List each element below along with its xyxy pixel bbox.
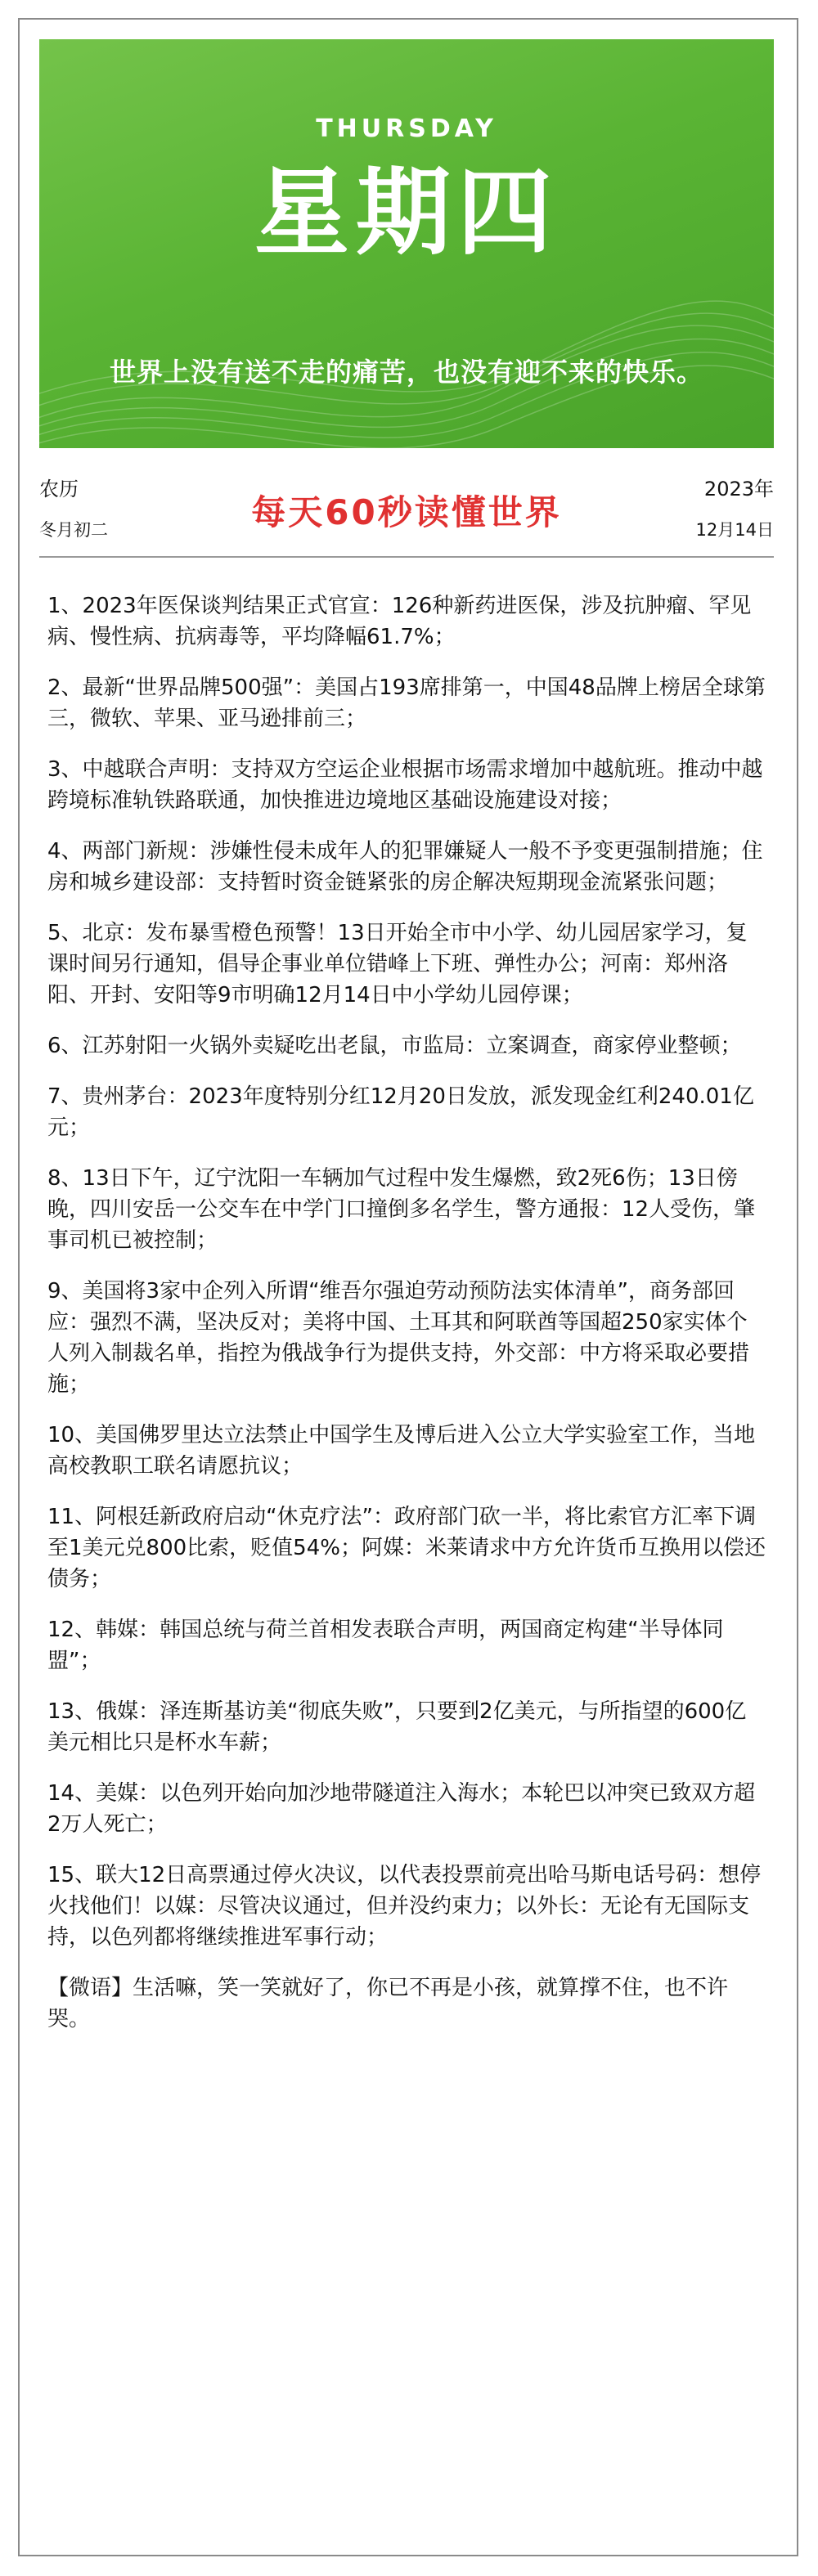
news-item: 3、中越联合声明：支持双方空运企业根据市场需求增加中越航班。推动中越跨境标准轨铁路联通，加快推进边境地区基础设施建设对接；	[47, 757, 763, 813]
news-item: 12、韩媒：韩国总统与荷兰首相发表联合声明，两国商定构建“半导体同盟”；	[47, 1618, 724, 1673]
news-item: 5、北京：发布暴雪橙色预警！13日开始全市中小学、幼儿园居家学习，复课时间另行通知，倡导企事业单位错峰上下班、弹性办公；河南：郑州洛阳、开封、安阳等9市明确12月14日中小学幼儿园停课；	[47, 921, 748, 1008]
headline-title: 每天60秒读懂世界	[251, 492, 562, 532]
month-day: 12月14日	[695, 520, 774, 540]
news-item: 4、两部门新规：涉嫌性侵未成年人的犯罪嫌疑人一般不予变更强制措施；住房和城乡建设部：支持暂时资金链紧张的房企解决短期现金流紧张问题；	[47, 839, 763, 895]
news-item: 1、2023年医保谈判结果正式官宣：126种新药进医保，涉及抗肿瘤、罕见病、慢性病、抗病毒等，平均降幅61.7%；	[47, 594, 752, 649]
lunar-label: 农历	[39, 478, 79, 500]
daily-quote: 【微语】生活嘛，笑一笑就好了，你已不再是小孩，就算撑不住，也不许哭。	[47, 1976, 729, 2031]
news-item: 13、俄媒：泽连斯基访美“彻底失败”，只要到2亿美元，与所指望的600亿美元相比只是杯水车薪；	[47, 1699, 747, 1755]
date-info-bar	[39, 468, 774, 546]
news-item: 11、阿根廷新政府启动“休克疗法”：政府部门砍一半，将比索官方汇率下调至1美元兑800比索，贬值54%；阿媒：米莱请求中方允许货币互换用以偿还债务；	[47, 1505, 766, 1591]
header-divider	[39, 556, 774, 558]
news-item: 14、美媒：以色列开始向加沙地带隧道注入海水；本轮巴以冲突已致双方超2万人死亡；	[47, 1781, 756, 1837]
daily-slogan: 世界上没有送不走的痛苦，也没有迎不来的快乐。	[109, 357, 703, 388]
news-item: 2、最新“世界品牌500强”：美国占193席排第一，中国48品牌上榜居全球第三，微软、苹果、亚马逊排前三；	[47, 675, 766, 731]
news-item: 6、江苏射阳一火锅外卖疑吃出老鼠，市监局：立案调查，商家停业整顿；	[47, 1034, 742, 1058]
news-item: 7、贵州茅台：2023年度特别分红12月20日发放，派发现金红利240.01亿元；	[47, 1084, 754, 1140]
news-item: 10、美国佛罗里达立法禁止中国学生及博后进入公立大学实验室工作，当地高校教职工联名请愿抗议；	[47, 1423, 756, 1479]
news-item: 15、联大12日高票通过停火决议，以代表投票前亮出哈马斯电话号码：想停火找他们！以媒：尽管决议通过，但并没约束力；以外长：无论有无国际支持，以色列都将继续推进军事行动；	[47, 1863, 762, 1950]
news-item: 8、13日下午，辽宁沈阳一车辆加气过程中发生爆燃，致2死6伤；13日傍晚，四川安岳一公交车在中学门口撞倒多名学生，警方通报：12人受伤，肇事司机已被控制；	[47, 1166, 756, 1253]
english-weekday: THURSDAY	[316, 114, 497, 143]
news-list	[47, 590, 767, 2035]
lunar-date: 冬月初二	[39, 520, 108, 540]
header-banner	[39, 39, 774, 448]
chinese-weekday: 星期四	[254, 158, 559, 268]
year-label: 2023年	[703, 478, 774, 500]
news-item: 9、美国将3家中企列入所谓“维吾尔强迫劳动预防法实体清单”，商务部回应：强烈不满，坚决反对；美将中国、土耳其和阿联酋等国超250家实体个人列入制裁名单，指控为俄战争行为提供支持，外交部：中方将采取必要措施；	[47, 1279, 750, 1397]
